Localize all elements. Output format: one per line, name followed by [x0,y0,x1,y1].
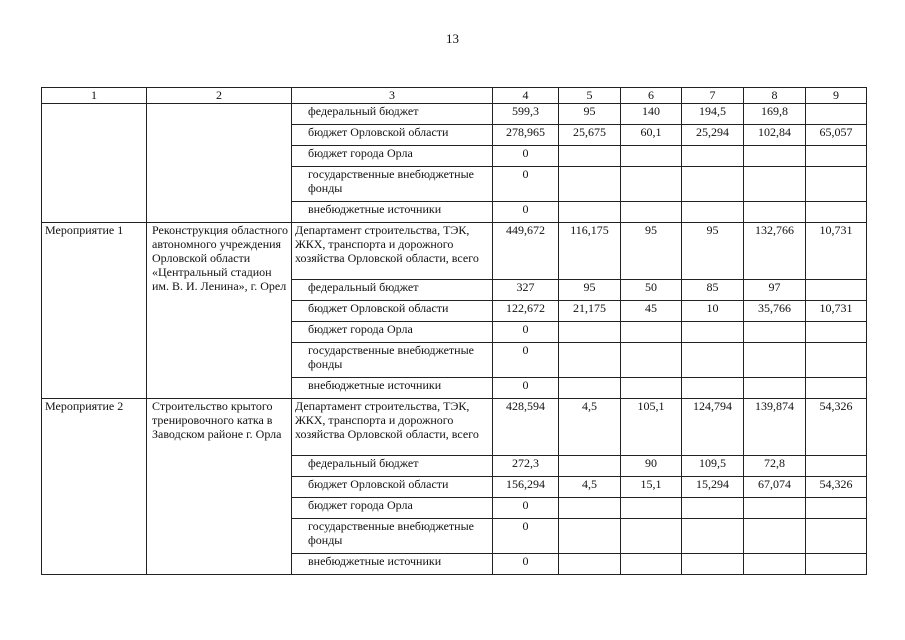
value-cell [559,202,621,223]
value-cell [559,378,621,399]
header-row [42,88,867,104]
value-cell [682,378,744,399]
source-cell: федеральный бюджет [292,456,493,477]
executor-cell: Департамент строительства, ТЭК, ЖКХ, транспорта и дорожного хозяйства Орловской области, всего [292,399,493,456]
header-cell: 9 [806,88,867,104]
value-cell [806,498,867,519]
value-cell: 169,8 [744,104,806,125]
source-cell: бюджет Орловской области [292,125,493,146]
value-cell [744,167,806,202]
value-cell: 10,731 [806,301,867,322]
value-cell [744,519,806,554]
source-cell: федеральный бюджет [292,280,493,301]
value-cell [682,167,744,202]
value-cell: 72,8 [744,456,806,477]
value-cell [744,554,806,575]
value-cell: 0 [493,343,559,378]
source-cell: государственные внебюджетные фонды [292,343,493,378]
value-cell [682,202,744,223]
value-cell [621,202,682,223]
value-cell: 124,794 [682,399,744,456]
value-cell: 97 [744,280,806,301]
value-cell [744,202,806,223]
table-row [42,223,867,280]
source-cell: внебюджетные источники [292,202,493,223]
value-cell [806,322,867,343]
source-cell: внебюджетные источники [292,378,493,399]
value-cell: 0 [493,167,559,202]
value-cell: 45 [621,301,682,322]
header-cell: 8 [744,88,806,104]
value-cell [806,554,867,575]
value-cell [621,343,682,378]
value-cell: 109,5 [682,456,744,477]
value-cell [682,519,744,554]
value-cell: 10,731 [806,223,867,280]
value-cell [806,519,867,554]
value-cell [559,554,621,575]
value-cell [682,554,744,575]
value-cell: 0 [493,322,559,343]
page-number: 13 [446,31,459,46]
measure-label-cell [42,104,147,223]
value-cell [744,378,806,399]
value-cell: 140 [621,104,682,125]
header-cell: 5 [559,88,621,104]
value-cell: 428,594 [493,399,559,456]
source-cell: государственные внебюджетные фонды [292,519,493,554]
source-cell: бюджет города Орла [292,322,493,343]
value-cell: 10 [682,301,744,322]
value-cell [621,519,682,554]
header-cell: 7 [682,88,744,104]
table-row [42,104,867,125]
value-cell: 0 [493,554,559,575]
value-cell [559,456,621,477]
value-cell: 194,5 [682,104,744,125]
value-cell: 278,965 [493,125,559,146]
value-cell [744,498,806,519]
value-cell [744,322,806,343]
value-cell [682,343,744,378]
value-cell: 54,326 [806,399,867,456]
value-cell [559,519,621,554]
value-cell: 15,1 [621,477,682,498]
value-cell [682,146,744,167]
header-cell: 4 [493,88,559,104]
value-cell: 90 [621,456,682,477]
source-cell: государственные внебюджетные фонды [292,167,493,202]
measure-name: Строительство крытого тренировочного катка в Заводском районе г. Орла [147,399,292,575]
value-cell: 327 [493,280,559,301]
value-cell: 65,057 [806,125,867,146]
value-cell [621,167,682,202]
value-cell: 0 [493,498,559,519]
value-cell [806,343,867,378]
value-cell: 50 [621,280,682,301]
source-cell: бюджет города Орла [292,498,493,519]
value-cell: 132,766 [744,223,806,280]
value-cell [806,456,867,477]
header-cell: 3 [292,88,493,104]
value-cell [806,378,867,399]
source-cell: внебюджетные источники [292,554,493,575]
executor-cell: Департамент строительства, ТЭК, ЖКХ, транспорта и дорожного хозяйства Орловской области, всего [292,223,493,280]
value-cell: 272,3 [493,456,559,477]
source-cell: бюджет Орловской области [292,477,493,498]
value-cell: 54,326 [806,477,867,498]
value-cell [559,343,621,378]
value-cell [806,104,867,125]
value-cell: 599,3 [493,104,559,125]
value-cell [744,343,806,378]
value-cell: 105,1 [621,399,682,456]
value-cell [621,554,682,575]
value-cell: 95 [559,280,621,301]
measure-name-cell [147,104,292,223]
value-cell [806,146,867,167]
value-cell: 21,175 [559,301,621,322]
value-cell [744,146,806,167]
source-cell: федеральный бюджет [292,104,493,125]
value-cell [682,498,744,519]
value-cell: 4,5 [559,477,621,498]
value-cell [621,322,682,343]
value-cell [621,146,682,167]
value-cell: 95 [559,104,621,125]
budget-table [41,87,867,575]
value-cell: 139,874 [744,399,806,456]
value-cell: 35,766 [744,301,806,322]
measure-name: Реконструкция областного автономного учреждения Орловской области «Центральный стадион им. В. И. Ленина», г. Орел [147,223,292,399]
value-cell: 67,074 [744,477,806,498]
value-cell: 122,672 [493,301,559,322]
header-cell: 2 [147,88,292,104]
value-cell [806,167,867,202]
value-cell: 60,1 [621,125,682,146]
value-cell [806,280,867,301]
measure-label: Мероприятие 2 [42,399,147,575]
value-cell [559,322,621,343]
value-cell: 4,5 [559,399,621,456]
value-cell [559,167,621,202]
value-cell: 449,672 [493,223,559,280]
source-cell: бюджет города Орла [292,146,493,167]
table-row [42,399,867,456]
value-cell: 95 [621,223,682,280]
source-cell: бюджет Орловской области [292,301,493,322]
value-cell: 0 [493,378,559,399]
header-cell: 6 [621,88,682,104]
value-cell: 0 [493,519,559,554]
value-cell: 25,675 [559,125,621,146]
value-cell [621,378,682,399]
value-cell [559,498,621,519]
value-cell: 25,294 [682,125,744,146]
value-cell [682,322,744,343]
value-cell [806,202,867,223]
value-cell: 102,84 [744,125,806,146]
value-cell: 0 [493,202,559,223]
value-cell [559,146,621,167]
value-cell: 0 [493,146,559,167]
value-cell: 95 [682,223,744,280]
value-cell: 85 [682,280,744,301]
measure-label: Мероприятие 1 [42,223,147,399]
value-cell: 116,175 [559,223,621,280]
table-body [42,88,867,575]
header-cell: 1 [42,88,147,104]
value-cell: 15,294 [682,477,744,498]
value-cell [621,498,682,519]
value-cell: 156,294 [493,477,559,498]
